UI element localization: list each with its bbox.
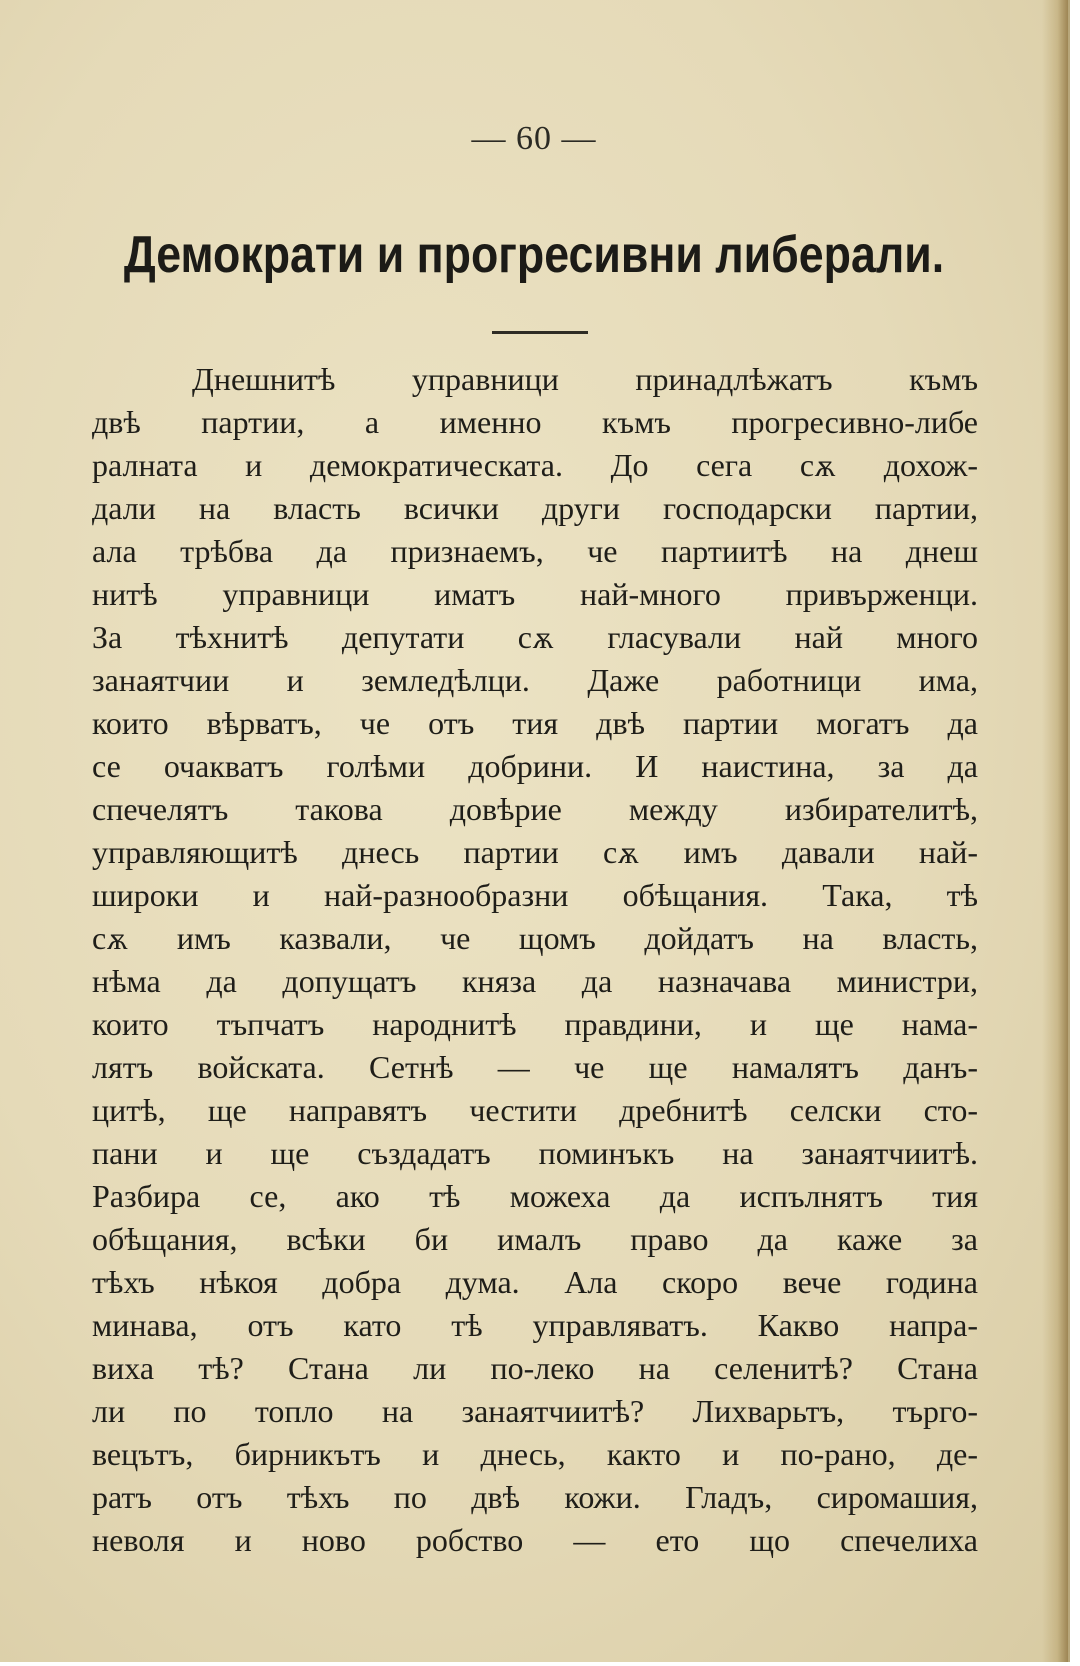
text-line: виха тѣ? Стана ли по-леко на селенитѣ? Стана — [92, 1350, 978, 1386]
text-line: двѣ партии, а именно къмъ прогресивно-либе — [92, 404, 978, 440]
text-line: обѣщания, всѣки би ималъ право да каже за — [92, 1221, 978, 1257]
text-line: нѣма да допущатъ княза да назначава министри, — [92, 963, 978, 999]
text-line: дали на власть всички други господарски партии, — [92, 490, 978, 526]
text-line: ли по топло на занаятчиитѣ? Лихварьтъ, търго- — [92, 1393, 978, 1429]
chapter-title: Демократи и прогресивни либерали. — [123, 226, 945, 284]
text-line: които вѣрватъ, че отъ тия двѣ партии могатъ да — [92, 705, 978, 741]
text-line: За тѣхнитѣ депутати сѫ гласували най много — [92, 619, 978, 655]
text-line: ралната и демократическата. До сега сѫ дохож- — [92, 447, 978, 483]
text-line: Днешнитѣ управници принадлѣжатъ къмъ — [192, 361, 978, 397]
text-line: нитѣ управници иматъ най-много привърженци. — [92, 576, 978, 612]
text-line: тѣхъ нѣкоя добра дума. Ала скоро вече година — [92, 1264, 978, 1300]
text-line: спечелятъ такова довѣрие между избирателитѣ, — [92, 791, 978, 827]
text-line: пани и ще създадатъ поминъкъ на занаятчиитѣ. — [92, 1135, 978, 1171]
text-line: които тъпчатъ народнитѣ правдини, и ще нама- — [92, 1006, 978, 1042]
text-line: сѫ имъ казвали, че щомъ дойдатъ на власть, — [92, 920, 978, 956]
text-line: Разбира се, ако тѣ можеха да испълнятъ тия — [92, 1178, 978, 1214]
text-line: лятъ войската. Сетнѣ — че ще намалятъ данъ- — [92, 1049, 978, 1085]
text-line: се очакватъ голѣми добрини. И наистина, за да — [92, 748, 978, 784]
text-line: минава, отъ като тѣ управляватъ. Какво напра- — [92, 1307, 978, 1343]
text-line: цитѣ, ще направятъ честити дребнитѣ селски сто- — [92, 1092, 978, 1128]
page-gutter-shadow — [1042, 0, 1068, 1662]
page-number: — 60 — — [471, 120, 597, 157]
text-line: управляющитѣ днесь партии сѫ имъ давали най- — [92, 834, 978, 870]
title-divider — [492, 331, 588, 334]
text-line: ала трѣбва да признаемъ, че партиитѣ на днеш — [92, 533, 978, 569]
text-line: неволя и ново робство — ето що спечелиха — [92, 1522, 978, 1558]
text-line: вецътъ, бирникътъ и днесь, както и по-рано, де- — [92, 1436, 978, 1472]
text-line: занаятчии и земледѣлци. Даже работници има, — [92, 662, 978, 698]
text-line: широки и най-разнообразни обѣщания. Така, тѣ — [92, 877, 978, 913]
text-line: ратъ отъ тѣхъ по двѣ кожи. Гладъ, сиромашия, — [92, 1479, 978, 1515]
body-text — [92, 358, 978, 1562]
